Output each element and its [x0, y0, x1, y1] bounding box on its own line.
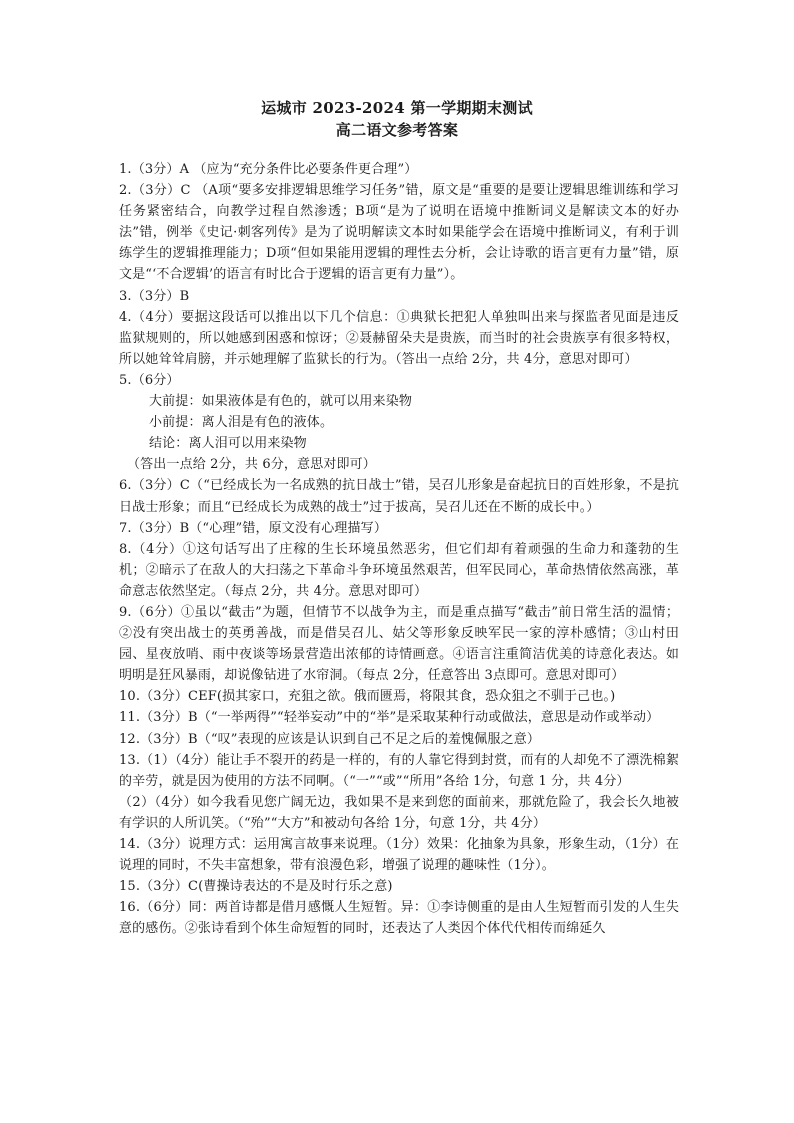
answer-16: 16.（6分）同：两首诗都是借月感慨人生短暂。异：①李诗侧重的是由人生短暂而引发的人生失意的感伤。②张诗看到个体生命短暂的同时，还表达了人类因个体代代相传而绵延久	[119, 900, 679, 937]
answer-1: 1.（3分）A （应为“充分条件比必要条件更合理”）	[119, 162, 418, 177]
answer-2: 2.（3分）C （A项“要多安排逻辑思维学习任务”错，原文是“重要的是要让逻辑思维训练和学习任务紧密结合，向教学过程自然渗透；B项“是为了说明在语境中推断词义是解读文本的好办法”错，例举《史记·刺客列传》是为了说明解读文本时如果能学会在语境中推断词义，有利于训练学生的逻辑推理能力；D项“但如果能用逻辑的理性去分析，会让诗歌的语言更有力量”错，原文是“‘不合逻辑’的语言有时比合于逻辑的语言更有力量”）。	[119, 183, 679, 283]
answers-body	[119, 159, 679, 939]
answer-12: 12.（3分）B（“叹”表现的应该是认识到自己不足之后的羞愧佩服之意）	[119, 731, 541, 747]
answer-13-1: 13.（1）（4分）能让手不裂开的药是一样的，有的人靠它得到封赏，而有的人却免不了漂洗棉絮的辛劳，就是因为使用的方法不同啊。（“一”“或”“所用”各给 1分，句意 1 分，共 4分）	[119, 752, 679, 789]
document-subtitle: 高二语文参考答案	[335, 121, 459, 139]
answer-13-2: （2）（4分）如今我看见您广阔无边，我如果不是来到您的面前来，那就危险了，我会长久地被有学识的人所讥笑。（“殆”“大方”和被动句各给 1分，句意 1分，共 4分）	[119, 794, 679, 831]
answer-8: 8.（4分）①这句话写出了庄稼的生长环境虽然恶劣，但它们却有着顽强的生命力和蓬勃的生机；②暗示了在敌人的大扫荡之下革命斗争环境虽然艰苦，但军民同心，革命热情依然高涨，革命意志依然坚定。（每点 2分，共 4分。意思对即可）	[119, 541, 679, 599]
answer-5-major-premise: 大前提：如果液体是有色的，就可以用来染物	[149, 394, 413, 410]
answer-10: 10.（3分）CEF(损其家口，充狙之欲。俄而匮焉，将限其食，恐众狙之不驯于己也。)	[119, 689, 616, 705]
answer-15: 15.（3分）C(曹操诗表达的不是及时行乐之意)	[119, 879, 393, 895]
answer-11: 11.（3分）B（“一举两得”“轻举妄动”中的“举”是采取某种行动或做法，意思是动作或举动）	[119, 710, 660, 726]
answer-4: 4.（4分）要据这段话可以推出以下几个信息：①典狱长把犯人单独叫出来与探监者见面是违反监狱规则的，所以她感到困惑和惊讶；②聂赫留朵夫是贵族，而当时的社会贵族享有很多特权，所以她耸耸肩膀，并示她理解了监狱长的行为。（答出一点给 2分，共 4分，意思对即可）	[119, 309, 679, 367]
answer-9: 9.（6分）①虽以“截击”为题，但情节不以战争为主，而是重点描写“截击”前日常生活的温情；②没有突出战士的英勇善战，而是借吴召儿、姑父等形象反映军民一家的淳朴感情；③山村田园、星夜放哨、雨中夜谈等场景营造出浓郁的诗情画意。④语言注重简洁优美的诗意化表达。如明明是狂风暴雨，却说像钻进了水帘洞。（每点 2分，任意答出 3点即可。意思对即可）	[119, 604, 679, 684]
answer-3: 3.（3分）B	[119, 288, 190, 304]
answer-5-minor-premise: 小前提：离人泪是有色的液体。	[149, 415, 334, 431]
document-title: 运城市 2023-2024 第一学期期末测试	[261, 99, 533, 117]
answer-14: 14.（3分）说理方式：运用寓言故事来说理。（1分）效果：化抽象为具象，形象生动，（1分）在说理的同时，不失丰富想象，带有浪漫色彩，增强了说理的趣味性（1分）。	[119, 837, 679, 874]
answer-5-scoring-note: （答出一点给 2分，共 6分，意思对即可）	[127, 457, 376, 473]
answer-7: 7.（3分）B（“心理”错，原文没有心理描写）	[119, 520, 387, 536]
answer-5: 5.（6分）	[119, 372, 180, 388]
answer-5-conclusion: 结论：离人泪可以用来染物	[149, 436, 307, 452]
answer-6: 6.（3分）C（“已经成长为一名成熟的抗日战士”错，吴召儿形象是奋起抗日的百姓形象，不是抗日战士形象；而且“已经成长为成熟的战士”过于拔高，吴召儿还在不断的成长中。）	[119, 478, 679, 515]
